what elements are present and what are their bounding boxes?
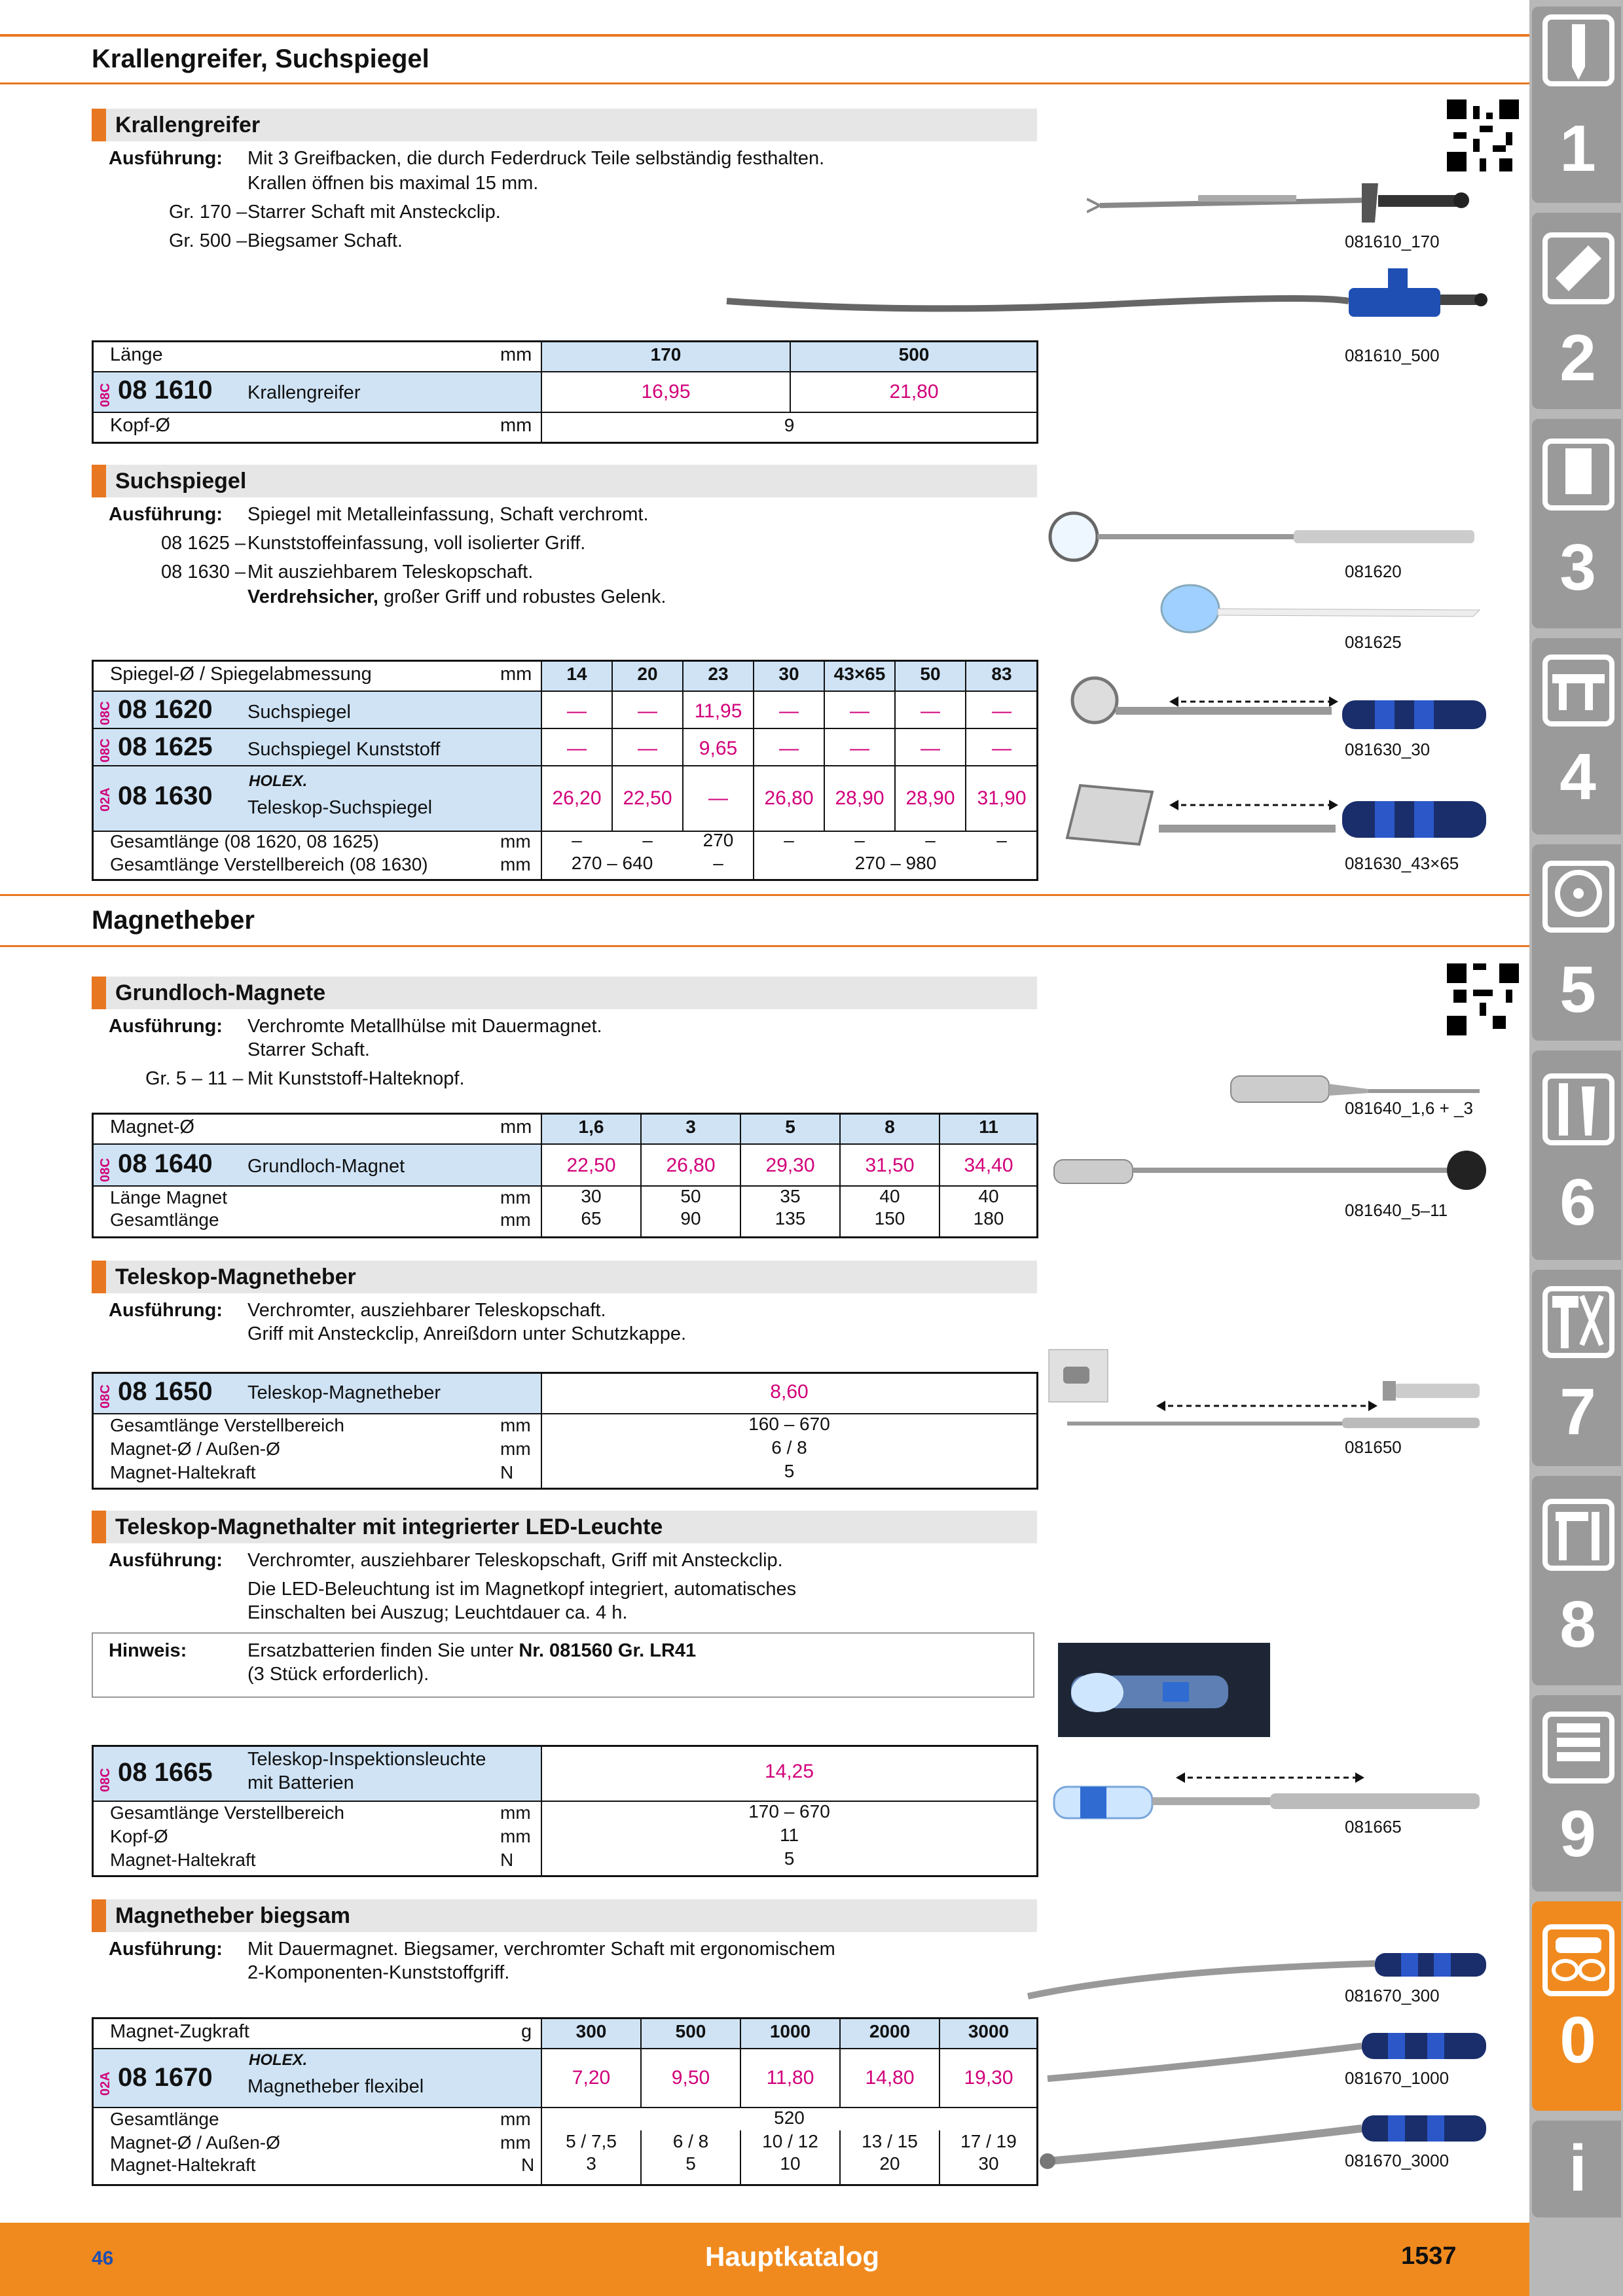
- cell-value: 160 – 670: [748, 1414, 830, 1434]
- product-name: Suchspiegel: [247, 702, 351, 723]
- variant-code: 08C: [98, 701, 113, 725]
- chapter-number: 4: [1559, 740, 1596, 814]
- variant-code: 02A: [98, 2072, 113, 2096]
- variant-text: Biegsamer Schaft.: [247, 230, 403, 251]
- cell-value: –: [996, 830, 1007, 850]
- price: —: [567, 738, 587, 759]
- variant-label: Gr. 500 –: [169, 230, 247, 251]
- variant-code: 02A: [98, 787, 113, 812]
- size-header: 3000: [968, 2021, 1010, 2041]
- cell-value: 50: [680, 1186, 701, 1206]
- price: 31,90: [977, 787, 1027, 809]
- image-caption: 081640_1,6 + _3: [1345, 1098, 1473, 1118]
- krallengreifer-170-image: [1087, 177, 1493, 229]
- cell-value: 10: [780, 2153, 801, 2174]
- row-label: Länge Magnet: [110, 1187, 228, 1208]
- section-title: Magnetheber: [92, 906, 255, 935]
- variant-code: 08C: [98, 1384, 113, 1408]
- drill-icon: [1542, 14, 1614, 86]
- ausf-label: Ausführung:: [109, 1939, 223, 1960]
- cell-value: 90: [680, 1208, 701, 1229]
- cell-value: 65: [581, 1208, 602, 1229]
- product-name: Krallengreifer: [247, 382, 361, 403]
- variant-code: 08C: [98, 1768, 113, 1792]
- price: 11,80: [766, 2067, 814, 2089]
- cell-value: 5 / 7,5: [566, 2131, 617, 2151]
- toolbox-icon: [1542, 1499, 1614, 1571]
- cell-value: 520: [774, 2108, 805, 2128]
- unit: mm: [500, 344, 532, 365]
- cell-value: 20: [879, 2153, 900, 2174]
- product-name: Teleskop-Magnetheber: [247, 1382, 441, 1403]
- variant-code: 08C: [98, 738, 113, 762]
- teleskop-magnetheber-image: [1048, 1348, 1493, 1433]
- ausf-label: Ausführung:: [109, 1550, 223, 1571]
- price: 28,90: [905, 787, 955, 809]
- caliper-icon: [1542, 655, 1614, 726]
- variant-label: 08 1630 –: [161, 562, 246, 583]
- row-label: Länge: [110, 344, 163, 365]
- row-label: Gesamtlänge (08 1620, 08 1625): [110, 831, 379, 852]
- info-icon: i: [1569, 2132, 1587, 2205]
- section-header-suchspiegel: Suchspiegel: [92, 465, 1037, 497]
- price: 26,80: [666, 1155, 716, 1176]
- unit: N: [500, 1850, 514, 1870]
- section-header-grundloch: Grundloch-Magnete: [92, 977, 1037, 1009]
- footer-page-right: 1537: [1401, 2242, 1457, 2270]
- ausf-text: Spiegel mit Metalleinfassung, Schaft verchromt.: [247, 504, 649, 525]
- image-caption: 081650: [1345, 1437, 1402, 1457]
- price: 8,60: [770, 1381, 809, 1403]
- article-number: 08 1620: [118, 695, 213, 724]
- cabinet-icon: [1542, 1712, 1614, 1784]
- product-name: Teleskop-Suchspiegel: [247, 797, 433, 818]
- size-header: 14: [566, 664, 587, 684]
- price: —: [992, 700, 1012, 722]
- price: 26,80: [764, 787, 814, 809]
- cell-value: 135: [775, 1208, 806, 1229]
- article-number: 08 1650: [118, 1377, 213, 1406]
- ausf-text: Die LED-Beleuchtung ist im Magnetkopf integriert, automatisches: [247, 1579, 797, 1600]
- size-header: 1000: [769, 2021, 811, 2041]
- price: —: [779, 700, 799, 722]
- cell-value: 9: [784, 415, 795, 435]
- row-label: Magnet-Haltekraft: [110, 1850, 256, 1870]
- hinweis-text: (3 Stück erforderlich).: [247, 1664, 429, 1685]
- cell-value: 35: [780, 1186, 801, 1206]
- price: —: [638, 700, 657, 722]
- price: —: [850, 700, 869, 722]
- cell-value: 5: [784, 1461, 795, 1481]
- cell-value: 180: [973, 1208, 1004, 1229]
- ausf-text: Griff mit Ansteckclip, Anreißdorn unter Schutzkappe.: [247, 1323, 687, 1344]
- size-header: 50: [920, 664, 941, 684]
- teleskop-suchspiegel-43x65-image: [1061, 772, 1493, 851]
- product-name: Magnetheber flexibel: [247, 2076, 424, 2097]
- ausf-text: Einschalten bei Auszug; Leuchtdauer ca. 4 h.: [247, 1602, 628, 1623]
- size-header: 30: [778, 664, 799, 684]
- unit: mm: [500, 1803, 531, 1823]
- row-label: Magnet-Ø: [110, 1117, 194, 1138]
- qr-code-icon: [1447, 99, 1519, 171]
- price: 31,50: [865, 1155, 915, 1176]
- ausf-label: Ausführung:: [109, 1300, 223, 1321]
- cell-value: 270 – 980: [854, 853, 937, 873]
- page-title: Krallengreifer, Suchspiegel: [92, 45, 429, 73]
- unit: mm: [500, 1117, 532, 1138]
- cell-value: –: [925, 830, 936, 850]
- price: 29,30: [765, 1155, 815, 1176]
- cell-value: 13 / 15: [862, 2131, 918, 2151]
- size-header: 83: [991, 664, 1012, 684]
- row-label: Magnet-Ø / Außen-Ø: [110, 1439, 280, 1459]
- image-caption: 081610_500: [1345, 346, 1440, 365]
- price: 21,80: [889, 381, 939, 403]
- cell-value: –: [784, 830, 794, 850]
- krallengreifer-500-image: [720, 262, 1506, 327]
- price: 22,50: [623, 787, 672, 809]
- row-label: Magnet-Haltekraft: [110, 1462, 256, 1482]
- ausf-text: Mit 3 Greifbacken, die durch Federdruck Teile selbständig festhalten.: [247, 148, 825, 169]
- cell-value: 3: [586, 2153, 596, 2174]
- ausf-text: 2-Komponenten-Kunststoffgriff.: [247, 1962, 510, 1983]
- teleskop-suchspiegel-30-image: [1061, 674, 1493, 733]
- price: 34,40: [964, 1155, 1013, 1176]
- price: 9,65: [699, 738, 738, 759]
- suchspiegel-image: [1034, 511, 1493, 563]
- hammer-pliers-icon: [1542, 1286, 1614, 1358]
- price: 22,50: [566, 1155, 616, 1176]
- cell-value: –: [642, 830, 653, 850]
- section-header-teleskop-magnetheber: Teleskop-Magnetheber: [92, 1261, 1037, 1293]
- image-caption: 081670_3000: [1345, 2151, 1450, 2170]
- cell-value: 170 – 670: [748, 1801, 830, 1821]
- size-header: 20: [637, 664, 658, 684]
- grinding-disc-icon: [1542, 861, 1614, 933]
- variant-text: Starrer Schaft mit Ansteckclip.: [247, 202, 501, 223]
- variant-text: Mit ausziehbarem Teleskopschaft.: [247, 562, 534, 583]
- brand-logo: HOLEX.: [249, 2051, 308, 2069]
- price: —: [921, 738, 940, 759]
- row-label: Spiegel-Ø / Spiegelabmessung: [110, 664, 372, 685]
- cell-value: –: [713, 853, 723, 873]
- led-magnet-photo-image: [1058, 1643, 1270, 1737]
- price: 9,50: [671, 2067, 710, 2089]
- size-header: 11: [979, 1117, 998, 1137]
- unit: mm: [500, 831, 531, 852]
- tap-icon: [1542, 439, 1614, 511]
- size-header: 500: [675, 2021, 706, 2041]
- hinweis-text: Ersatzbatterien finden Sie unter Nr. 081560 Gr. LR41: [247, 1640, 697, 1661]
- article-number: 08 1610: [118, 376, 213, 404]
- cell-value: 17 / 19: [960, 2131, 1017, 2151]
- cell-value: 30: [581, 1186, 602, 1206]
- cell-value: 270 – 640: [571, 853, 653, 873]
- cell-value: 40: [879, 1186, 900, 1206]
- variant-text: Kunststoffeinfassung, voll isolierter Griff.: [247, 533, 586, 554]
- section-header-biegsam: Magnetheber biegsam: [92, 1899, 1037, 1932]
- suchspiegel-kunststoff-image: [1152, 583, 1493, 635]
- price: —: [921, 700, 940, 722]
- unit: mm: [500, 1439, 531, 1459]
- insert-icon: [1542, 232, 1614, 304]
- cell-value: 150: [874, 1208, 905, 1229]
- price: —: [992, 738, 1012, 759]
- chapter-number: 3: [1559, 531, 1596, 604]
- ausf-label: Ausführung:: [109, 148, 223, 169]
- unit: mm: [500, 1826, 531, 1846]
- unit: mm: [500, 1187, 531, 1208]
- cell-value: 30: [978, 2153, 999, 2174]
- ausf-text: Verchromter, ausziehbarer Teleskopschaft.: [247, 1300, 606, 1321]
- price: 14,25: [764, 1761, 814, 1782]
- cell-value: 6 / 8: [672, 2131, 709, 2151]
- chapter-number: 7: [1559, 1375, 1596, 1448]
- size-header: 300: [575, 2021, 607, 2041]
- variant-text: Mit Kunststoff-Halteknopf.: [247, 1068, 465, 1089]
- image-caption: 081630_43×65: [1345, 853, 1459, 873]
- footer-page-left: 46: [92, 2248, 114, 2269]
- size-header: 23: [708, 664, 729, 684]
- grundloch-magnet-large-image: [1048, 1145, 1506, 1198]
- variant-text: Verdrehsicher, großer Griff und robustes Gelenk.: [247, 586, 666, 607]
- size-header: 500: [898, 344, 930, 365]
- price: —: [638, 738, 657, 759]
- product-name: Grundloch-Magnet: [247, 1156, 405, 1177]
- ausf-text: Verchromte Metallhülse mit Dauermagnet.: [247, 1016, 602, 1037]
- image-caption: 081670_1000: [1345, 2068, 1450, 2088]
- article-number: 08 1670: [118, 2063, 213, 2092]
- cell-value: 6 / 8: [771, 1437, 807, 1458]
- unit: mm: [500, 1210, 531, 1230]
- article-number: 08 1665: [118, 1758, 213, 1787]
- unit: N: [521, 2155, 535, 2175]
- product-name: Teleskop-Inspektionsleuchte: [247, 1749, 486, 1770]
- chapter-number: 5: [1559, 953, 1596, 1026]
- unit: g: [521, 2021, 532, 2042]
- product-name: mit Batterien: [247, 1772, 354, 1793]
- chapter-number: 9: [1559, 1797, 1596, 1871]
- chapter-number: 1: [1559, 112, 1596, 185]
- row-label: Gesamtlänge: [110, 1210, 219, 1230]
- cell-value: 270: [702, 830, 734, 850]
- size-header: 1,6: [578, 1117, 604, 1137]
- size-header: 170: [650, 344, 682, 365]
- brand-logo: HOLEX.: [249, 772, 308, 790]
- ausf-text: Mit Dauermagnet. Biegsamer, verchromter Schaft mit ergonomischem: [247, 1939, 835, 1960]
- section-header-krallengreifer: Krallengreifer: [92, 109, 1037, 141]
- chapter-number: 0: [1559, 2003, 1596, 2077]
- unit: mm: [500, 854, 531, 874]
- price: 16,95: [641, 381, 691, 403]
- unit: mm: [500, 2109, 531, 2129]
- ausf-text: Krallen öffnen bis maximal 15 mm.: [247, 173, 539, 194]
- hinweis-label: Hinweis:: [109, 1640, 187, 1661]
- size-header: 2000: [869, 2021, 911, 2041]
- size-header: 3: [685, 1117, 696, 1137]
- ausf-label: Ausführung:: [109, 1016, 223, 1037]
- safety-glasses-icon: [1542, 1924, 1614, 1996]
- image-caption: 081630_30: [1345, 740, 1431, 759]
- variant-label: 08 1625 –: [161, 533, 246, 554]
- chapter-number: 8: [1559, 1588, 1596, 1661]
- image-caption: 081620: [1345, 562, 1402, 581]
- unit: N: [500, 1462, 514, 1482]
- chapter-number: 6: [1559, 1166, 1596, 1239]
- article-number: 08 1630: [118, 781, 213, 810]
- chapter-number: 2: [1559, 321, 1596, 395]
- article-number: 08 1640: [118, 1149, 213, 1178]
- qr-code-icon: [1447, 963, 1519, 1035]
- price: —: [567, 700, 587, 722]
- row-label: Magnet-Zugkraft: [110, 2021, 249, 2042]
- image-caption: 081640_5–11: [1345, 1200, 1448, 1220]
- row-label: Magnet-Haltekraft: [110, 2155, 256, 2175]
- footer-title: Hauptkatalog: [704, 2241, 880, 2272]
- price: 11,95: [694, 700, 742, 722]
- variant-label: Gr. 170 –: [169, 202, 247, 223]
- product-name: Suchspiegel Kunststoff: [247, 739, 441, 760]
- screwdriver-wrench-icon: [1542, 1073, 1614, 1145]
- ausf-text: Verchromter, ausziehbarer Teleskopschaft, Griff mit Ansteckclip.: [247, 1550, 783, 1571]
- row-label: Kopf-Ø: [110, 1826, 168, 1846]
- price: 28,90: [835, 787, 884, 809]
- size-header: 8: [884, 1117, 895, 1137]
- price: 19,30: [964, 2067, 1013, 2089]
- cell-value: –: [854, 830, 865, 850]
- cell-value: 40: [978, 1186, 999, 1206]
- price: —: [708, 787, 728, 809]
- variant-code: 08C: [98, 383, 113, 407]
- ausf-text: Starrer Schaft.: [247, 1039, 370, 1060]
- row-label: Gesamtlänge Verstellbereich (08 1630): [110, 854, 428, 874]
- row-label: Kopf-Ø: [110, 415, 170, 436]
- size-header: 5: [785, 1117, 795, 1137]
- size-header: 43×65: [833, 664, 886, 684]
- image-caption: 081670_300: [1345, 1986, 1440, 2005]
- row-label: Gesamtlänge Verstellbereich: [110, 1803, 344, 1823]
- unit: mm: [500, 1415, 531, 1435]
- ausf-label: Ausführung:: [109, 504, 223, 525]
- cell-value: 5: [685, 2153, 696, 2174]
- teleskop-inspektionsleuchte-image: [1048, 1761, 1493, 1826]
- section-header-led: Teleskop-Magnethalter mit integrierter LED-Leuchte: [92, 1511, 1037, 1543]
- price: 14,80: [865, 2067, 915, 2089]
- cell-value: 10 / 12: [762, 2131, 818, 2151]
- price: 26,20: [552, 787, 602, 809]
- image-caption: 081665: [1345, 1817, 1402, 1837]
- image-caption: 081625: [1345, 632, 1402, 652]
- row-label: Gesamtlänge Verstellbereich: [110, 1415, 344, 1435]
- unit: mm: [500, 2132, 531, 2153]
- unit: mm: [500, 415, 532, 436]
- variant-code: 08C: [98, 1158, 113, 1182]
- cell-value: –: [572, 830, 582, 850]
- row-label: Magnet-Ø / Außen-Ø: [110, 2132, 280, 2153]
- article-number: 08 1625: [118, 732, 213, 761]
- price: —: [850, 738, 869, 759]
- cell-value: 5: [784, 1848, 795, 1869]
- cell-value: 11: [779, 1825, 799, 1845]
- price: —: [779, 738, 799, 759]
- price: 7,20: [572, 2067, 611, 2089]
- image-caption: 081610_170: [1345, 232, 1440, 251]
- unit: mm: [500, 664, 532, 685]
- variant-label: Gr. 5 – 11 –: [145, 1068, 244, 1089]
- row-label: Gesamtlänge: [110, 2109, 219, 2129]
